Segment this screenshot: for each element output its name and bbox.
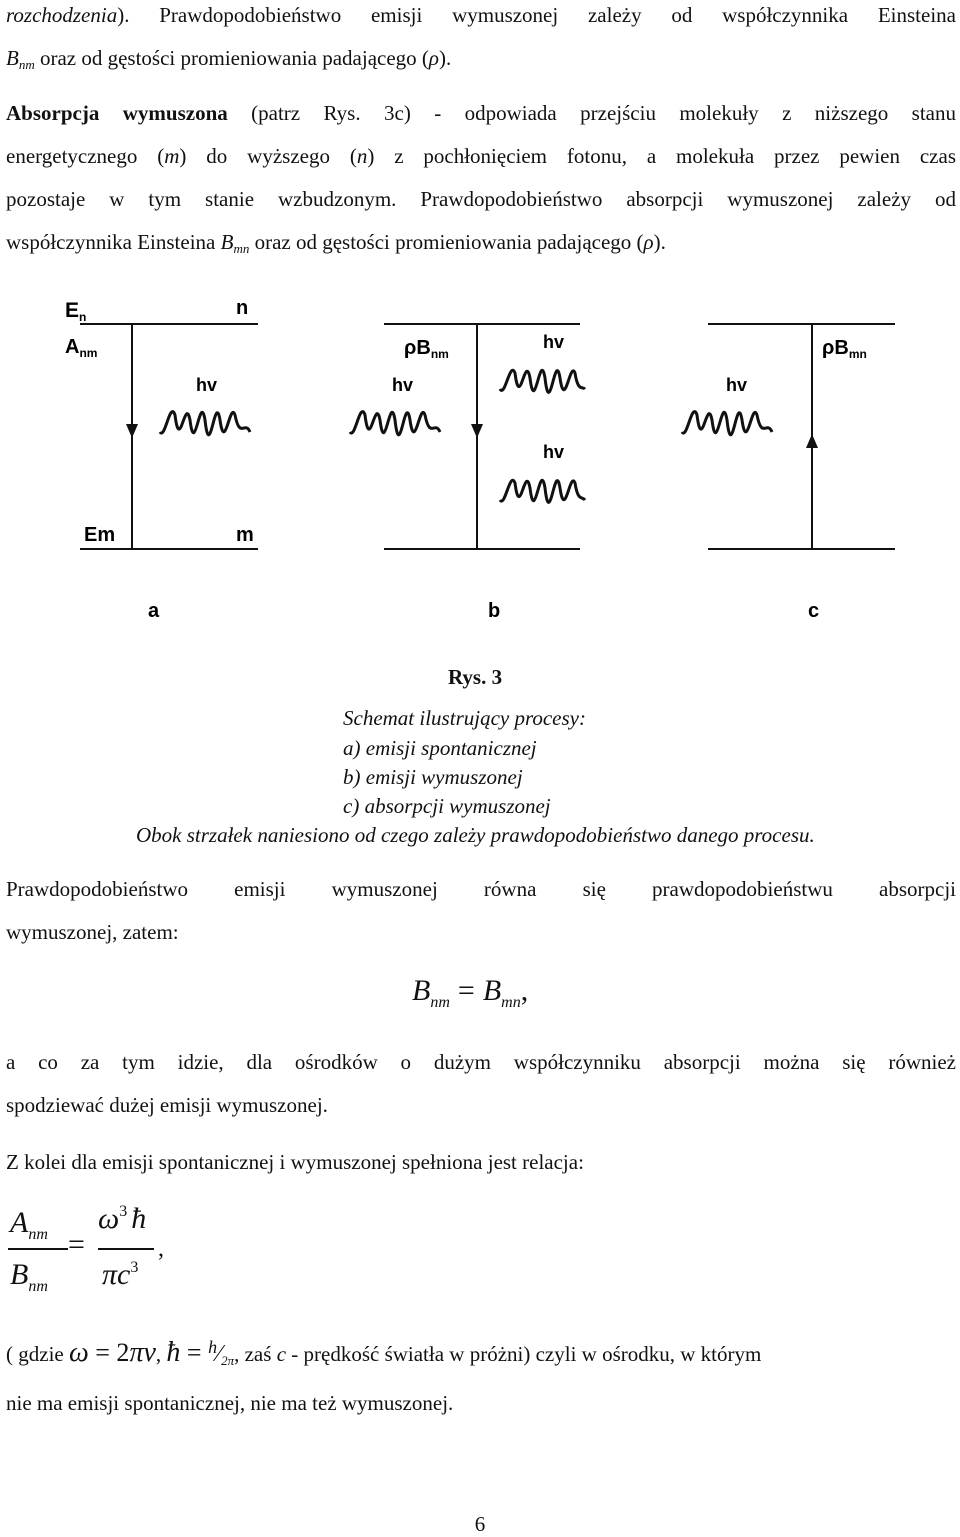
panel-c: [682, 324, 895, 622]
panel-label-a: a: [148, 600, 160, 622]
label-hv-c: hv: [726, 375, 748, 395]
fraction-bar-right: [98, 1248, 154, 1250]
para6-line2: nie ma emisji spontanicznej, nie ma też wymuszonej.: [6, 1391, 454, 1415]
para1-line2: $B_{nm}$ oraz od gęstości promieniowania padającego (ρ).: [6, 46, 452, 72]
label-hv-b-top: hv: [543, 332, 565, 352]
panel-b: [350, 324, 585, 622]
paragraph-3: [6, 868, 956, 954]
para2-line3: pozostaje w tym stanie wzbudzonym. Prawdopodobieństwo absorpcji wymuszonej zależy od: [6, 187, 956, 211]
caption-line-1: Schemat ilustrujący procesy:: [343, 706, 586, 730]
panel-a: [65, 297, 258, 622]
eq2-numerator-right: $\omega^3$ ħ: [98, 1202, 147, 1235]
paragraph-5: [6, 1141, 956, 1184]
para4-line2: spodziewać dużej emisji wymuszonej.: [6, 1093, 328, 1117]
eq2-denominator-left: $B_{nm}$: [10, 1258, 48, 1295]
photon-wave-b-top: [500, 370, 585, 392]
label-m-a: m: [236, 524, 254, 546]
paragraph-1: [6, 0, 956, 86]
page-number: 6: [474, 1512, 486, 1536]
para2-line2: energetycznego (m) do wyższego (n) z pochłonięciem fotonu, a molekuła przez pewien czas: [6, 144, 956, 168]
arrowhead-down-a: [126, 424, 138, 438]
para3-line1: Prawdopodobieństwo emisji wymuszonej równa się prawdopodobieństwu absorpcji: [6, 877, 956, 901]
eq2-comma: ,: [158, 1236, 164, 1262]
label-En: En: [65, 299, 87, 324]
para4-line1: a co za tym idzie, dla ośrodków o dużym współczynniku absorpcji można się również: [6, 1050, 956, 1074]
equation-bnm-bmn: $B_{nm} = B_{mn}$,: [412, 974, 529, 1011]
paragraph-4: [6, 1041, 956, 1127]
caption-line-3: b) emisji wymuszonej: [343, 765, 523, 789]
caption-line-2: a) emisji spontanicznej: [343, 736, 537, 760]
label-rhoBmn: $\rho B_{mn}$: [822, 337, 867, 361]
para1-line1: rozchodzenia). Prawdopodobieństwo emisji wymuszonej zależy od współczynnika Einsteina: [6, 3, 956, 27]
equation-einstein-ratio: [6, 1200, 206, 1310]
eq2-equals: =: [68, 1228, 85, 1261]
photon-wave-c: [682, 412, 772, 435]
para2-line1: Absorpcja wymuszona (patrz Rys. 3c) - odpowiada przejściu molekuły z niższego stanu: [6, 101, 956, 125]
label-Anm: $A_{nm}$: [65, 336, 98, 360]
caption-line-4: c) absorpcji wymuszonej: [343, 794, 551, 818]
paragraph-6: [6, 1326, 956, 1425]
label-n-a: n: [236, 297, 249, 319]
eq2-denominator-right: $\pi c^3$: [102, 1258, 139, 1291]
panel-label-c: c: [808, 600, 820, 622]
caption-line-5: Obok strzałek naniesiono od czego zależy prawdopodobieństwo danego procesu.: [136, 823, 815, 847]
photon-wave-b-bottom: [500, 480, 585, 502]
label-hv-a: hv: [196, 375, 218, 395]
para6-line1: ( gdzie ω = 2πν, ħ = h⁄2π, zaś c - prędkość światła w próżni) czyli w ośrodku, w którym: [6, 1337, 762, 1368]
eq2-numerator-left: $A_{nm}$: [10, 1206, 48, 1243]
label-Em: Em: [84, 524, 116, 546]
arrowhead-up-c: [806, 434, 818, 448]
para5-line1: Z kolei dla emisji spontanicznej i wymuszonej spełniona jest relacja:: [6, 1150, 584, 1174]
arrowhead-down-b: [471, 424, 483, 438]
label-rhoBnm: $\rho B_{nm}$: [404, 337, 449, 361]
label-hv-b-bottom: hv: [543, 442, 565, 462]
caption-title: Rys. 3: [448, 665, 503, 689]
fraction-bar-left: [8, 1248, 68, 1250]
para3-line2: wymuszonej, zatem:: [6, 920, 179, 944]
energy-level-diagram: [0, 290, 960, 630]
photon-wave-b-left: [350, 412, 440, 435]
paragraph-2: [6, 92, 956, 270]
photon-wave-a: [160, 412, 250, 435]
label-hv-b-left: hv: [392, 375, 414, 395]
panel-label-b: b: [488, 600, 501, 622]
para2-line4: współczynnika Einsteina $B_{mn}$ oraz od gęstości promieniowania padającego (ρ).: [6, 230, 666, 256]
